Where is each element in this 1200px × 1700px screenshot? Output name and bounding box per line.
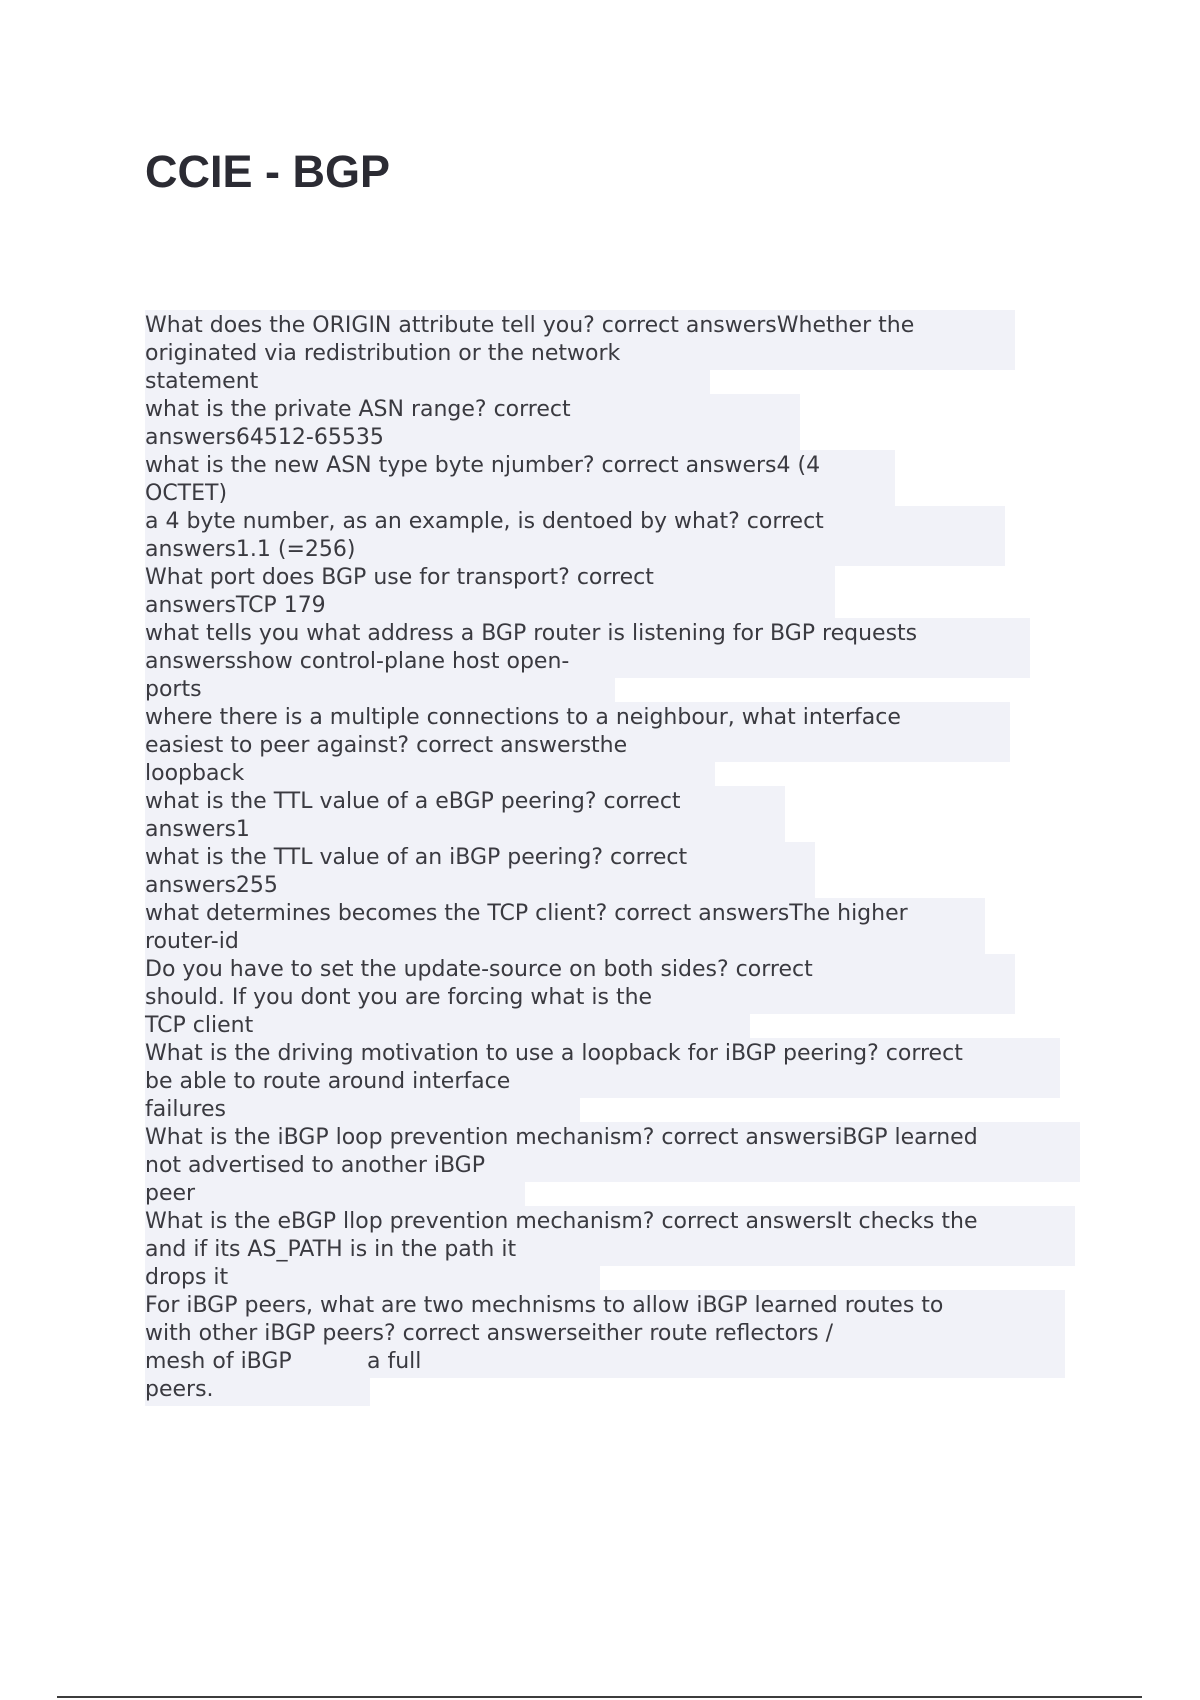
- line-text: what is the TTL value of an iBGP peering? correct: [145, 845, 688, 870]
- text-line: [145, 340, 1105, 368]
- line-text: answers255: [145, 873, 278, 898]
- line-text: easiest to peer against? correct answersthe: [145, 733, 628, 758]
- line-text: loopback: [145, 761, 245, 786]
- text-line: [145, 872, 1105, 900]
- text-line: [145, 732, 1105, 760]
- line-text: OCTET): [145, 481, 228, 506]
- document-body: [145, 312, 1105, 1404]
- text-line: [145, 480, 1105, 508]
- line-text: Do you have to set the update-source on both sides? correct: [145, 957, 813, 982]
- text-line: [145, 760, 1105, 788]
- line-text: answers1.1 (=256): [145, 537, 356, 562]
- line-text: statement: [145, 369, 259, 394]
- line-text: TCP client: [145, 1013, 254, 1038]
- text-line: [145, 368, 1105, 396]
- line-text: router-id: [145, 929, 239, 954]
- text-line: [145, 1124, 1105, 1152]
- text-line: [145, 452, 1105, 480]
- line-fragment: a full: [367, 1349, 422, 1374]
- text-line: [145, 1068, 1105, 1096]
- text-line: [145, 1180, 1105, 1208]
- line-text: answers64512-65535: [145, 425, 384, 450]
- text-line: [145, 312, 1105, 340]
- line-text: be able to route around interface: [145, 1069, 511, 1094]
- text-line: [145, 1236, 1105, 1264]
- line-text: What is the iBGP loop prevention mechanism? correct answersiBGP learned: [145, 1125, 978, 1150]
- text-line: [145, 592, 1105, 620]
- text-line: [145, 564, 1105, 592]
- text-line: [145, 396, 1105, 424]
- line-text: and if its AS_PATH is in the path it: [145, 1237, 517, 1262]
- page-title: CCIE - BGP: [145, 146, 391, 197]
- line-text: ports: [145, 677, 202, 702]
- line-text: What port does BGP use for transport? correct: [145, 565, 654, 590]
- text-line: [145, 1208, 1105, 1236]
- text-line: [145, 1264, 1105, 1292]
- line-text: mesh of iBGP: [145, 1349, 292, 1374]
- text-line: [145, 1376, 1105, 1404]
- line-text: what is the private ASN range? correct: [145, 397, 571, 422]
- line-text: What is the driving motivation to use a loopback for iBGP peering? correct: [145, 1041, 963, 1066]
- text-line: [145, 424, 1105, 452]
- text-line: [145, 844, 1105, 872]
- text-line: [145, 704, 1105, 732]
- line-text: a 4 byte number, as an example, is dentoed by what? correct: [145, 509, 824, 534]
- line-text: For iBGP peers, what are two mechnisms to allow iBGP learned routes to: [145, 1293, 944, 1318]
- line-text: what determines becomes the TCP client? correct answersThe higher: [145, 901, 908, 926]
- line-text: what tells you what address a BGP router is listening for BGP requests: [145, 621, 918, 646]
- line-text: what is the new ASN type byte njumber? correct answers4 (4: [145, 453, 821, 478]
- line-text: What does the ORIGIN attribute tell you? correct answersWhether the: [145, 313, 915, 338]
- text-line: [145, 676, 1105, 704]
- line-text: originated via redistribution or the network: [145, 341, 621, 366]
- line-text: answers1: [145, 817, 250, 842]
- line-text: should. If you dont you are forcing what is the: [145, 985, 653, 1010]
- text-line: [145, 508, 1105, 536]
- line-text: with other iBGP peers? correct answerseither route reflectors /: [145, 1321, 834, 1346]
- text-line: [145, 1292, 1105, 1320]
- line-text: What is the eBGP llop prevention mechanism? correct answersIt checks the: [145, 1209, 978, 1234]
- text-line: [145, 956, 1105, 984]
- line-text: where there is a multiple connections to a neighbour, what interface: [145, 705, 901, 730]
- text-line: [145, 816, 1105, 844]
- text-line: [145, 620, 1105, 648]
- text-line: [145, 984, 1105, 1012]
- line-text: answersshow control-plane host open-: [145, 649, 570, 674]
- line-text: not advertised to another iBGP: [145, 1153, 486, 1178]
- bottom-rule: [57, 1696, 1142, 1698]
- text-line: [145, 1096, 1105, 1124]
- text-line: [145, 900, 1105, 928]
- line-text: what is the TTL value of a eBGP peering? correct: [145, 789, 681, 814]
- line-text: failures: [145, 1097, 226, 1122]
- text-line: [145, 1348, 1105, 1376]
- line-text: drops it: [145, 1265, 229, 1290]
- text-line: [145, 1040, 1105, 1068]
- text-line: [145, 648, 1105, 676]
- text-line: [145, 788, 1105, 816]
- text-line: [145, 1012, 1105, 1040]
- text-line: [145, 536, 1105, 564]
- text-line: [145, 1320, 1105, 1348]
- text-line: [145, 928, 1105, 956]
- text-line: [145, 1152, 1105, 1180]
- line-text: peer: [145, 1181, 196, 1206]
- line-text: answersTCP 179: [145, 593, 326, 618]
- line-text: peers.: [145, 1377, 214, 1402]
